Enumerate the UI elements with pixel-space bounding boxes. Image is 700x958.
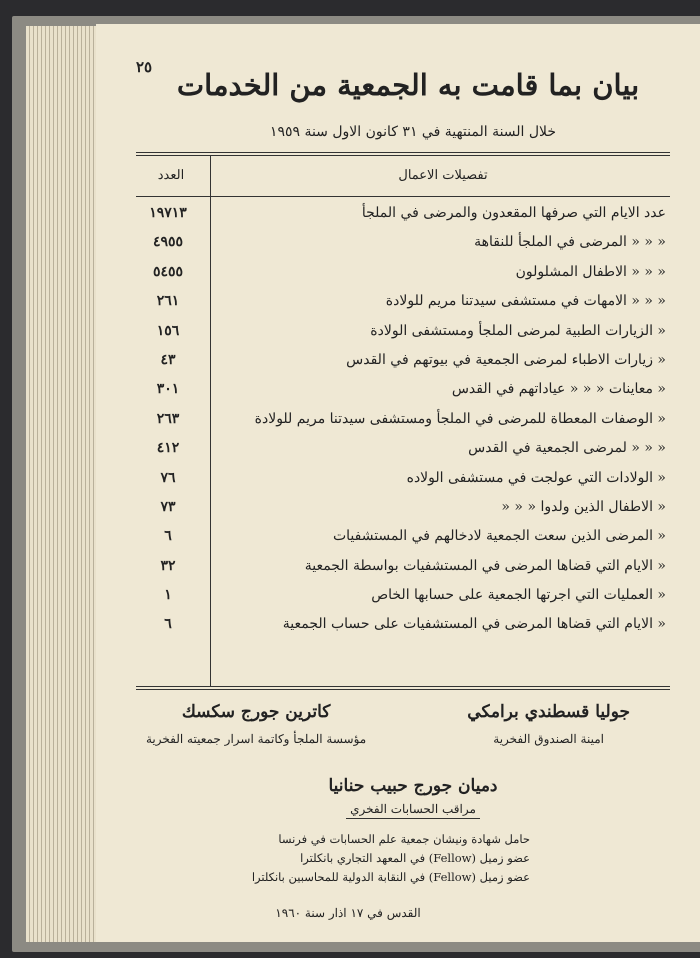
page-number: ٢٥	[136, 58, 153, 76]
row-label: « الولادات التي عولجت في مستشفى الولاده	[406, 469, 666, 486]
services-table	[136, 152, 670, 690]
signer-role: امينة الصندوق الفخرية	[493, 732, 604, 746]
row-count: ٦	[164, 528, 172, 545]
row-label: « الوصفات المعطاة للمرضى في الملجأ ومستشفى سيدتنا مريم للولادة	[254, 410, 666, 427]
row-label: « « « لمرضى الجمعية في القدس	[468, 440, 666, 457]
row-count: ١	[164, 587, 172, 604]
row-count: ١٩٧١٣	[149, 205, 187, 221]
row-label: « العمليات التي اجرتها الجمعية على حسابها الخاص	[371, 587, 666, 604]
row-count: ٥٤٥٥	[152, 263, 184, 280]
row-count: ٤١٢	[156, 440, 180, 457]
table-row	[136, 582, 670, 611]
header-count: العدد	[157, 168, 185, 183]
row-label: « « « المرضى في الملجأ للنقاهة	[474, 234, 666, 251]
table-row	[136, 494, 670, 523]
row-label: « الايام التي قضاها المرضى في المستشفيات على حساب الجمعية	[282, 616, 666, 633]
row-count: ٤٩٥٥	[152, 234, 184, 251]
auditor-block	[96, 776, 700, 819]
row-count: ٤٣	[160, 351, 176, 368]
row-count: ٢٦٣	[156, 410, 180, 427]
table-row	[136, 611, 670, 640]
row-count: ٦	[164, 616, 172, 633]
row-label: « الزيارات الطبية لمرضى الملجأ ومستشفى الولادة	[370, 322, 666, 339]
row-label: « زيارات الاطباء لمرضى الجمعية في بيوتهم في القدس	[346, 351, 666, 368]
credential-line: عضو زميل (Fellow) في المعهد التجاري بانكلترا	[300, 851, 530, 865]
table-row	[136, 406, 670, 435]
page-title: بيان بما قامت به الجمعية من الخدمات	[176, 68, 640, 102]
row-count: ٢٦١	[156, 293, 180, 310]
table-row	[136, 465, 670, 494]
table-rows	[136, 200, 670, 641]
table-row	[136, 229, 670, 258]
auditor-role: مراقب الحسابات الفخري	[346, 802, 480, 819]
table-row	[136, 259, 670, 288]
signer-name: كاترين جورج سكسك	[181, 702, 331, 722]
table-row	[136, 523, 670, 552]
row-count: ٧٣	[160, 498, 176, 515]
table-header	[136, 156, 670, 197]
row-count: ٧٦	[160, 469, 176, 486]
page-subtitle: خلال السنة المنتهية في ٣١ كانون الاول سنة ١٩٥٩	[269, 124, 557, 140]
row-count: ٣٠١	[156, 381, 180, 398]
signers-block	[126, 702, 670, 762]
signer-founder	[146, 702, 366, 746]
document-page	[96, 24, 700, 942]
table-row	[136, 347, 670, 376]
signer-name: جوليا قسطندي برامكي	[467, 702, 630, 722]
date-line: القدس في ١٧ اذار سنة ١٩٦٠	[275, 906, 421, 920]
row-label: « الايام التي قضاها المرضى في المستشفيات بواسطة الجمعية	[304, 557, 666, 574]
row-label: « معاينات « « « عياداتهم في القدس	[451, 381, 666, 398]
table-row	[136, 553, 670, 582]
page-edges	[26, 26, 106, 942]
table-row	[136, 288, 670, 317]
table-row	[136, 376, 670, 405]
row-count: ٣٢	[160, 557, 176, 574]
row-label: عدد الايام التي صرفها المقعدون والمرضى في الملجأ	[361, 205, 666, 221]
table-row	[136, 318, 670, 347]
table-row	[136, 200, 670, 229]
table-row	[136, 435, 670, 464]
header-details: تفصيلات الاعمال	[398, 168, 488, 183]
row-label: « المرضى الذين سعت الجمعية لادخالهم في المستشفيات	[332, 528, 666, 545]
signer-treasurer	[467, 702, 630, 746]
signer-role: مؤسسة الملجأ وكاتمة اسرار جمعيته الفخرية	[146, 732, 367, 746]
credential-line: عضو زميل (Fellow) في النقابة الدولية للمحاسبين بانكلترا	[251, 870, 530, 884]
row-label: « الاطفال الذين ولدوا « « «	[501, 498, 666, 515]
row-label: « « « الامهات في مستشفى سيدتنا مريم للولادة	[385, 293, 666, 310]
row-count: ١٥٦	[156, 322, 180, 339]
auditor-credentials	[252, 830, 530, 887]
credential-line: حامل شهادة ونيشان جمعية علم الحسابات في فرنسا	[278, 832, 530, 846]
auditor-name: دميان جورج حبيب حنانيا	[328, 776, 498, 796]
row-label: « « « الاطفال المشلولون	[515, 263, 666, 280]
